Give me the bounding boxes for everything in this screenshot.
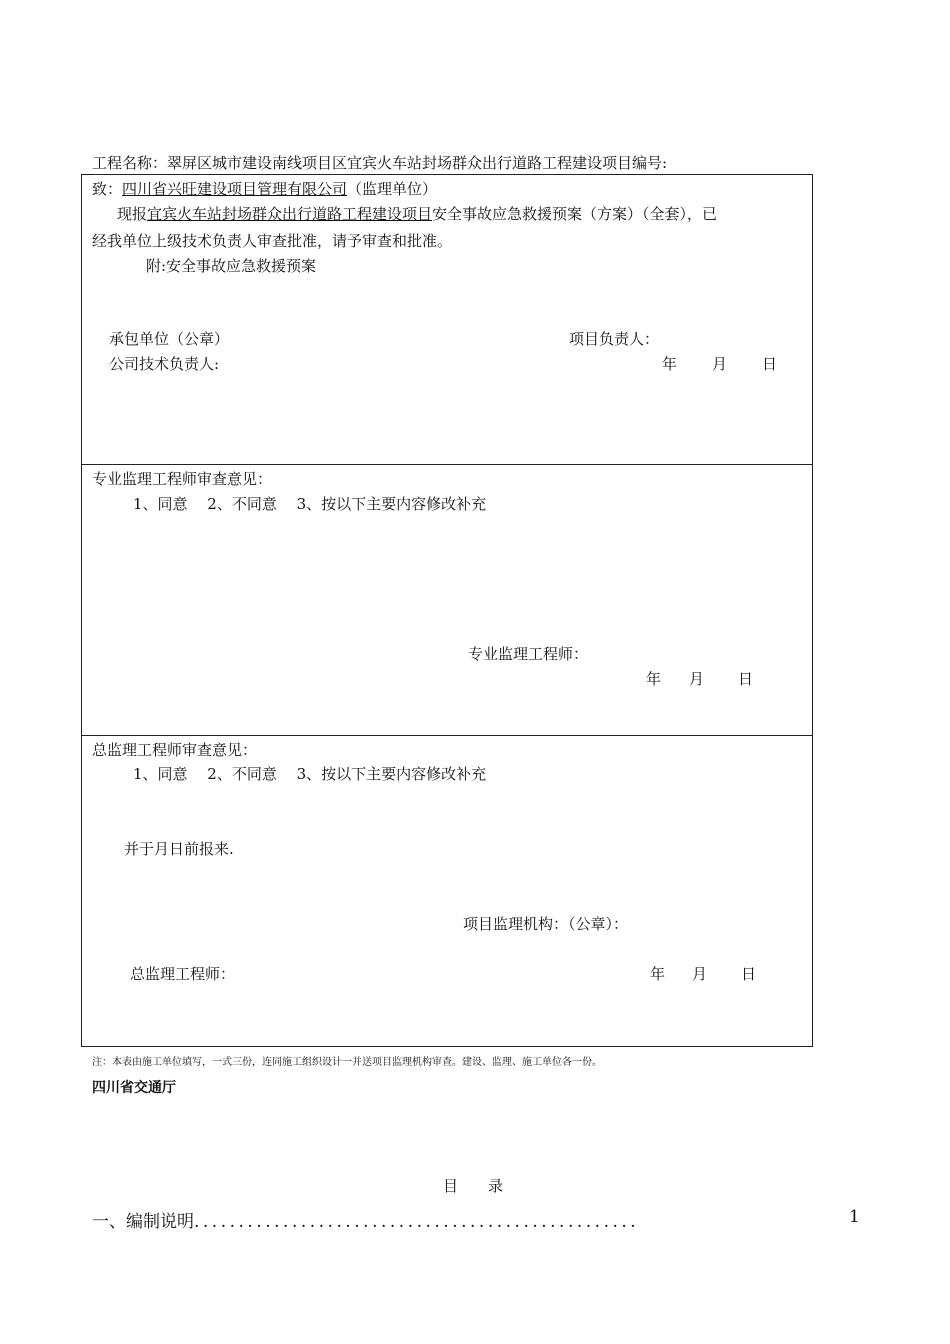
date-day: 日	[741, 965, 757, 983]
supervision-company: 四川省兴旺建设项目管理有限公司	[122, 180, 348, 198]
addressee-line	[92, 178, 437, 199]
chief-review-title: 总监理工程师审查意见：	[92, 741, 258, 759]
issuer-label: 四川省交通厅	[92, 1080, 176, 1096]
project-name-line: 工程名称：翠屏区城市建设南线项目区宜宾火车站封场群众出行道路工程建设项目编号:	[92, 154, 668, 172]
report-line	[117, 203, 717, 224]
attachment-line: 附:安全事故应急救援预案	[146, 257, 317, 275]
toc-leader-dots: ..................................................	[194, 1212, 640, 1232]
date-year: 年	[646, 670, 662, 688]
toc-item[interactable]	[92, 1207, 639, 1232]
date-month: 月	[712, 355, 728, 373]
chief-options: 1、同意 2、不同意 3、按以下主要内容修改补充	[133, 765, 487, 783]
toc-item-page: 1	[849, 1207, 860, 1227]
report-prefix: 现报	[117, 205, 148, 223]
report-line-2: 经我单位上级技术负责人审查批准，请予审查和批准。	[92, 232, 453, 250]
toc-item-label: 一、编制说明	[92, 1212, 194, 1232]
specialist-review-title: 专业监理工程师审查意见：	[92, 470, 273, 488]
toc-title: 目 录	[443, 1177, 504, 1195]
date-year: 年	[662, 355, 678, 373]
date-month: 月	[692, 965, 708, 983]
supervision-agency-label: 项目监理机构：（公章）：	[463, 915, 629, 933]
contractor-label: 承包单位（公章）	[109, 330, 230, 348]
addressee-suffix: （监理单位）	[347, 180, 438, 198]
date-day: 日	[762, 355, 778, 373]
date-day: 日	[738, 670, 754, 688]
specialist-engineer-label: 专业监理工程师：	[468, 645, 589, 663]
deadline-line: 并于月日前报来.	[124, 840, 234, 858]
form-note: 注：本表由施工单位填写，一式三份，连同施工组织设计一并送项目监理机构审查。建设、监理、施工单位各一份。	[92, 1057, 602, 1068]
project-manager-label: 项目负责人：	[569, 330, 660, 348]
report-suffix: 安全事故应急救援预案（方案）（全套），已	[432, 205, 718, 223]
date-month: 月	[689, 670, 705, 688]
tech-lead-label: 公司技术负责人:	[109, 355, 220, 373]
date-year: 年	[650, 965, 666, 983]
report-project: 宜宾火车站封场群众出行道路工程建设项目	[147, 205, 433, 223]
addressee-prefix: 致：	[92, 180, 123, 198]
specialist-options: 1、同意 2、不同意 3、按以下主要内容修改补充	[133, 495, 487, 513]
chief-engineer-label: 总监理工程师：	[130, 965, 236, 983]
